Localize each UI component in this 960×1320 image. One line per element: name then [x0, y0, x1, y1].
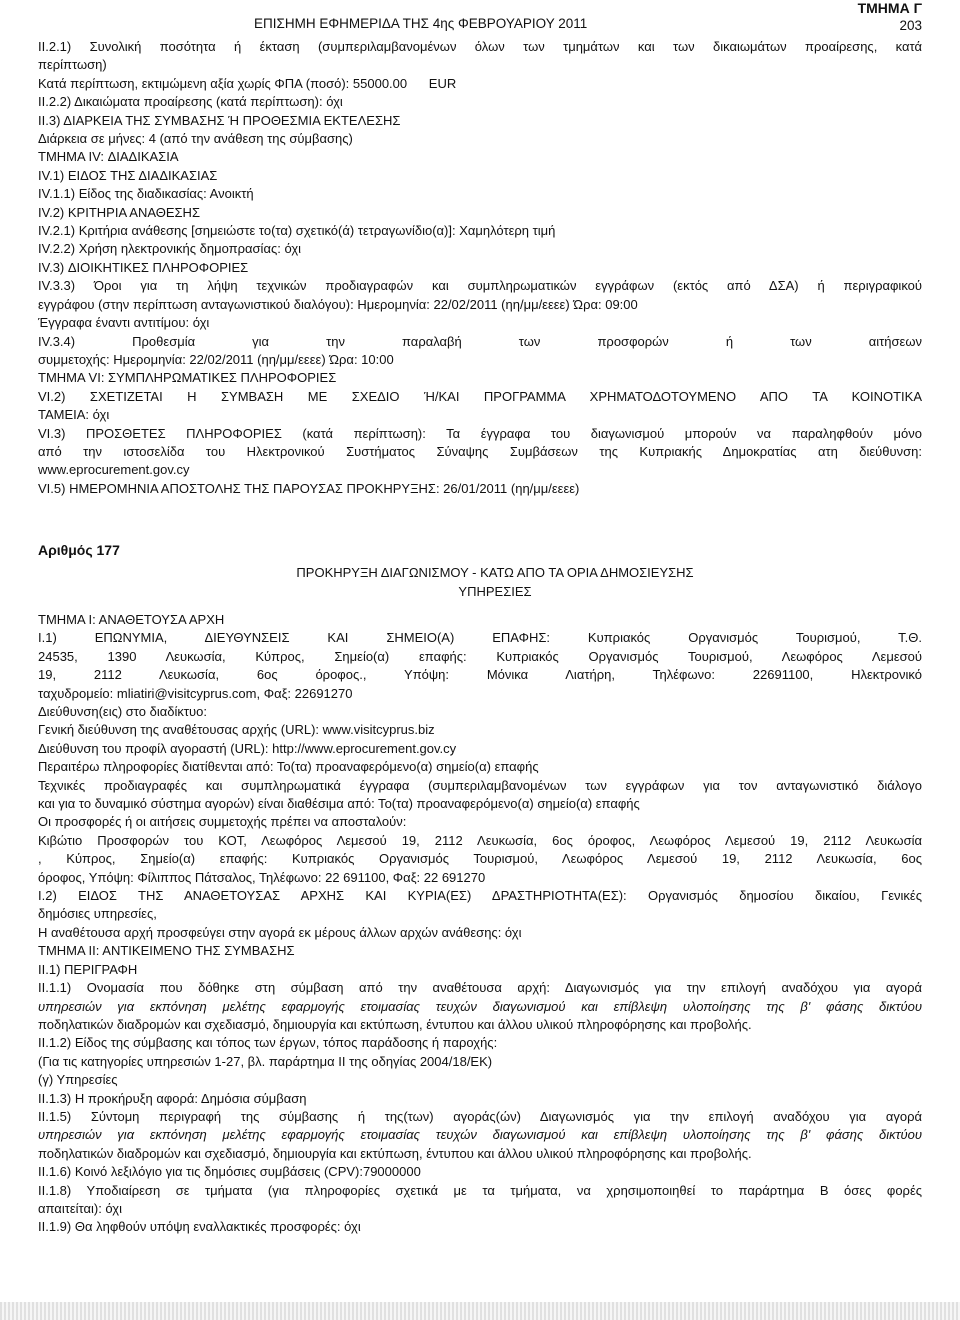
text-line: Γενική διεύθυνση της αναθέτουσας αρχής (URL): www.visitcyprus.biz [38, 722, 435, 738]
scan-artifact-strip [0, 1302, 960, 1320]
text-line: δημόσιες υπηρεσίες, [38, 906, 157, 922]
text-line: Διάρκεια σε μήνες: 4 (από την ανάθεση της σύμβασης) [38, 131, 353, 147]
text-line: IV.3.4) Προθεσμία για την παραλαβή των προσφορών ή των αιτήσεων [38, 333, 922, 349]
text-line: IV.2.1) Κριτήρια ανάθεσης [σημειώστε το(τα) σχετικό(ά) τετραγωνίδιο(α)]: Χαμηλότερη τιμή [38, 223, 556, 239]
text-line: και για το δυναμικό σύστημα αγορών) είναι διαθέσιμα από: Το(τα) προαναφερόμενο(α) σημείο(α) επαφής [38, 796, 640, 812]
notice-title-line: ΠΡΟΚΗΡΥΞΗ ΔΙΑΓΩΝΙΣΜΟΥ - ΚΑΤΩ ΑΠΟ ΤΑ ΟΡΙΑ ΔΗΜΟΣΙΕΥΣΗΣ [296, 565, 694, 581]
notice-number: Αριθμός 177 [38, 542, 120, 559]
text-line: IV.3) ΔΙΟΙΚΗΤΙΚΕΣ ΠΛΗΡΟΦΟΡΙΕΣ [38, 259, 249, 275]
text-line: Κιβώτιο Προσφορών του ΚΟΤ, Λεωφόρος Λεμεσού 19, 2112 Λευκωσία, 6ος όροφος, Λεωφόρος Λεμεσού 19, 2112 Λευκωσία [38, 832, 922, 848]
text-line: Οι προσφορές ή οι αιτήσεις συμμετοχής πρέπει να αποσταλούν: [38, 814, 407, 830]
text-line: Τεχνικές προδιαγραφές και συμπληρωματικά έγγραφα (συμπεριλαμβανομένων των εγγράφων για τον ανταγωνιστικό διάλογο [38, 777, 922, 793]
text-line: ταχυδρομείο: mliatiri@visitcyprus.com, Φαξ: 22691270 [38, 685, 353, 701]
text-line: IV.2.2) Χρήση ηλεκτρονικής δημοπρασίας: όχι [38, 241, 302, 257]
page-number: 203 [899, 18, 922, 33]
text-line: (γ) Υπηρεσίες [38, 1072, 118, 1088]
text-line: ΙΙ.1.9) Θα ληφθούν υπόψη εναλλακτικές προσφορές: όχι [38, 1219, 361, 1235]
text-line: VI.5) ΗΜΕΡΟΜΗΝΙΑ ΑΠΟΣΤΟΛΗΣ ΤΗΣ ΠΑΡΟΥΣΑΣ ΠΡΟΚΗΡΥΞΗΣ: 26/01/2011 (ηη/μμ/εεεε) [38, 480, 580, 496]
gazette-title: ΕΠΙΣΗΜΗ ΕΦΗΜΕΡΙΔΑ ΤΗΣ 4ης ΦΕΒΡΟΥΑΡΙΟΥ 2011 [254, 16, 588, 31]
text-line: ποδηλατικών διαδρομών και σχεδιασμό, δημιουργία και εκτύπωση, έντυπου και άλλου υλικού πληροφόρησης και προβολής. [38, 1016, 752, 1032]
document-page [38, 0, 922, 1237]
text-line: ΙΙ.1.1) Ονομασία που δόθηκε στη σύμβαση από την αναθέτουσα αρχή: Διαγωνισμός για την επιλογή αναδόχου για αγορά [38, 980, 922, 996]
text-line: VI.3) ΠΡΟΣΘΕΤΕΣ ΠΛΗΡΟΦΟΡΙΕΣ (κατά περίπτωση): Τα έγγραφα του διαγωνισμού μπορούν να παραληφθούν μόνο [38, 425, 922, 441]
page-header [38, 0, 922, 38]
text-line: περίπτωση) [38, 57, 107, 73]
text-line: www.eprocurement.gov.cy [38, 462, 190, 478]
text-line: ΙΙ.1) ΠΕΡΙΓΡΑΦΗ [38, 961, 138, 977]
text-line: Ι.2) ΕΙΔΟΣ ΤΗΣ ΑΝΑΘΕΤΟΥΣΑΣ ΑΡΧΗΣ ΚΑΙ ΚΥΡΙΑ(ΕΣ) ΔΡΑΣΤΗΡΙΟΤΗΤΑ(ΕΣ): Οργανισμός δημοσίου δικαίου, Γενικές [38, 888, 922, 904]
text-line: IV.2) ΚΡΙΤΗΡΙΑ ΑΝΑΘΕΣΗΣ [38, 204, 200, 220]
first-notice-continuation [38, 38, 922, 498]
text-line: ΤΜΗΜΑ IV: ΔΙΑΔΙΚΑΣΙΑ [38, 149, 179, 165]
text-line: ΙΙ.3) ΔΙΑΡΚΕΙΑ ΤΗΣ ΣΥΜΒΑΣΗΣ Ή ΠΡΟΘΕΣΜΙΑ ΕΚΤΕΛΕΣΗΣ [38, 112, 401, 128]
text-line: IV.3.3) Όροι για τη λήψη τεχνικών προδιαγραφών και συμπληρωματικών εγγράφων (εκτός από ΔΣΑ) ή περιγραφικού [38, 278, 922, 294]
text-line: IV.1.1) Είδος της διαδικασίας: Ανοικτή [38, 186, 254, 202]
text-line: ΤΜΗΜΑ Ι: ΑΝΑΘΕΤΟΥΣΑ ΑΡΧΗ [38, 611, 225, 627]
text-line: ΙΙ.1.8) Υποδιαίρεση σε τμήματα (για πληροφορίες σχετικά με τα τμήματα, να χρησιμοποιηθεί το παράρτημα Β όσες φορές [38, 1182, 922, 1198]
text-line: ΙΙ.1.3) Η προκήρυξη αφορά: Δημόσια σύμβαση [38, 1090, 307, 1106]
text-line: συμμετοχής: Ημερομηνία: 22/02/2011 (ηη/μμ/εεεε) Ώρα: 10:00 [38, 351, 394, 367]
text-line: ΙΙ.2.2) Δικαιώματα προαίρεσης (κατά περίπτωση): όχι [38, 94, 343, 110]
notice-title [68, 564, 922, 601]
text-line: Έγγραφα έναντι αντιτίμου: όχι [38, 315, 210, 331]
text-line: 19, 2112 Λευκωσία, 6ος όροφος., Υπόψη: Μόνικα Λιατήρη, Τηλέφωνο: 22691100, Ηλεκτρονικό [38, 667, 922, 683]
text-line: Η αναθέτουσα αρχή προσφεύγει στην αγορά εκ μέρους άλλων αρχών ανάθεσης: όχι [38, 924, 522, 940]
text-line: ΤΑΜΕΙΑ: όχι [38, 407, 110, 423]
text-line: Διεύθυνση του προφίλ αγοραστή (URL): http://www.eprocurement.gov.cy [38, 740, 457, 756]
text-line: από την ιστοσελίδα του Ηλεκτρονικού Συστήματος Σύναψης Συμβάσεων της Κυπριακής Δημοκρατίας ατη διεύθυνση: [38, 443, 922, 459]
text-line: , Κύπρος, Σημείο(α) επαφής: Κυπριακός Οργανισμός Τουρισμού, Λεωφόρος Λεμεσού 19, 2112 Λευκωσία, 6ος [38, 851, 922, 867]
text-line: ΙΙ.1.5) Σύντομη περιγραφή της σύμβασης ή της(των) αγοράς(ών) Διαγωνισμός για την επιλογή αναδόχου για αγορά [38, 1108, 922, 1124]
text-line: Περαιτέρω πληροφορίες διατίθενται από: Το(τα) προαναφερόμενο(α) σημείο(α) επαφής [38, 759, 539, 775]
text-line: απαιτείται): όχι [38, 1200, 123, 1216]
text-line: IV.1) ΕΙΔΟΣ ΤΗΣ ΔΙΑΔΙΚΑΣΙΑΣ [38, 167, 218, 183]
section-label: ΤΜΗΜΑ Γ [857, 0, 922, 16]
text-line: ποδηλατικών διαδρομών και σχεδιασμό, δημιουργία και εκτύπωση, έντυπου και άλλου υλικού πληροφόρησης και προβολής. [38, 1145, 752, 1161]
text-line: VI.2) ΣΧΕΤΙΖΕΤΑΙ Η ΣΥΜΒΑΣΗ ΜΕ ΣΧΕΔΙΟ Ή/ΚΑΙ ΠΡΟΓΡΑΜΜΑ ΧΡΗΜΑΤΟΔΟΤΟΥΜΕΝΟ ΑΠΟ ΤΑ ΚΟΙΝΟΤΙΚΑ [38, 388, 922, 404]
text-line: ΙΙ.1.6) Κοινό λεξιλόγιο για τις δημόσιες συμβάσεις (CPV):79000000 [38, 1164, 421, 1180]
text-line: ΙΙ.2.1) Συνολική ποσότητα ή έκταση (συμπεριλαμβανομένων όλων των τμημάτων και των δικαιωμάτων προαίρεσης, κατά [38, 39, 922, 54]
second-notice-body [38, 611, 922, 1237]
notice-number-row [38, 542, 922, 564]
text-line: (Για τις κατηγορίες υπηρεσιών 1-27, βλ. παράρτημα ΙΙ της οδηγίας 2004/18/ΕΚ) [38, 1053, 493, 1069]
text-line: ΤΜΗΜΑ ΙΙ: ΑΝΤΙΚΕΙΜΕΝΟ ΤΗΣ ΣΥΜΒΑΣΗΣ [38, 943, 295, 959]
text-line: ΤΜΗΜΑ VI: ΣΥΜΠΛΗΡΩΜΑΤΙΚΕΣ ΠΛΗΡΟΦΟΡΙΕΣ [38, 370, 337, 386]
text-line: εγγράφου (στην περίπτωση ανταγωνιστικού διαλόγου): Ημερομηνία: 22/02/2011 (ηη/μμ/εεεε) Ώρα: 09:00 [38, 296, 638, 312]
text-line: υπηρεσιών για εκπόνηση μελέτης εφαρμογής ετοιμασίας τευχών διαγωνισμού και επίβλεψη υλοποίησης της β' φάσης δικτύου [38, 998, 922, 1014]
text-line: ΙΙ.1.2) Είδος της σύμβασης και τόπος των έργων, τόπος παράδοσης ή παροχής: [38, 1035, 498, 1051]
text-line: Διεύθυνση(εις) στο διαδίκτυο: [38, 704, 207, 719]
text-line: 24535, 1390 Λευκωσία, Κύπρος, Σημείο(α) επαφής: Κυπριακός Οργανισμός Τουρισμού, Λεωφόρος Λεμεσού [38, 648, 922, 664]
text-line: Ι.1) ΕΠΩΝΥΜΙΑ, ΔΙΕΥΘΥΝΣΕΙΣ ΚΑΙ ΣΗΜΕΙΟ(Α) ΕΠΑΦΗΣ: Κυπριακός Οργανισμός Τουρισμού, Τ.Θ. [38, 630, 922, 646]
notice-title-line: ΥΠΗΡΕΣΙΕΣ [458, 583, 532, 599]
text-line: όροφος, Υπόψη: Φίλιππος Πάτσαλος, Τηλέφωνο: 22 691100, Φαξ: 22 691270 [38, 869, 486, 885]
text-line: Κατά περίπτωση, εκτιμώμενη αξία χωρίς ΦΠΑ (ποσό): 55000.00 EUR [38, 75, 457, 91]
text-line: υπηρεσιών για εκπόνηση μελέτης εφαρμογής ετοιμασίας τευχών διαγωνισμού και επίβλεψη υλοποίησης της β' φάσης δικτύου [38, 1127, 922, 1143]
